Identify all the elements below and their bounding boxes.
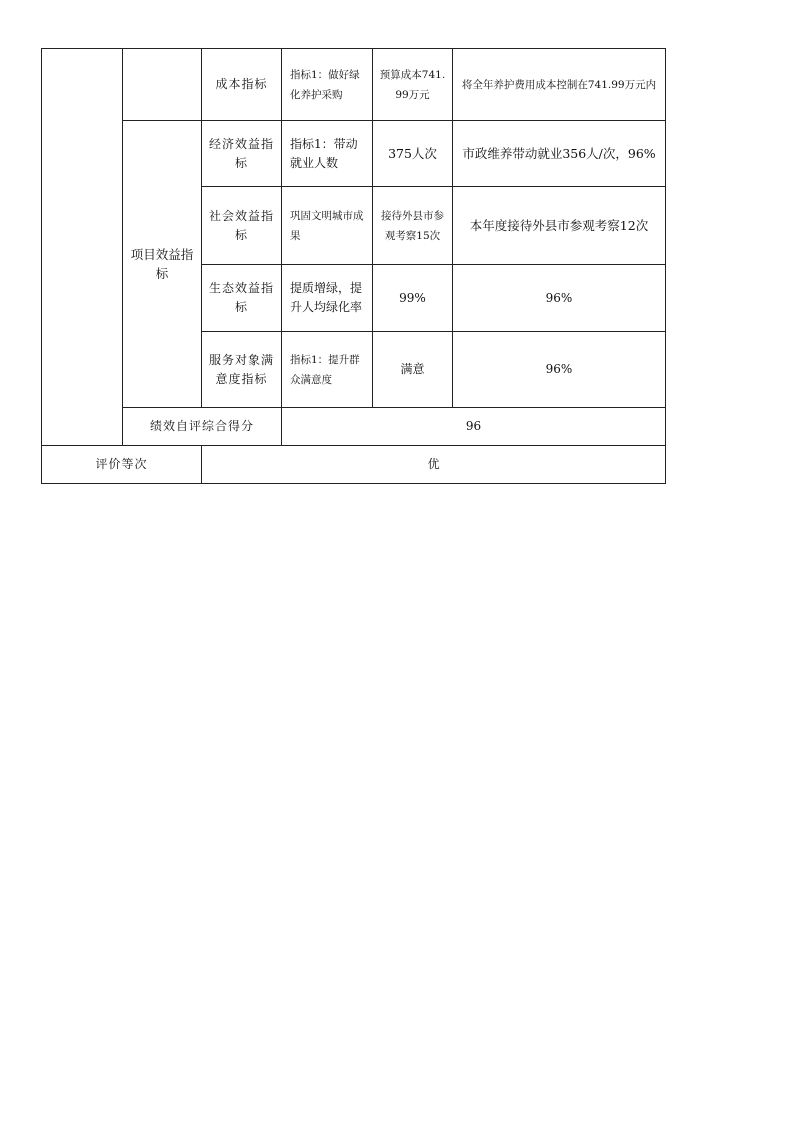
- ecological-indicator-detail: 提质增绿，提升人均绿化率: [282, 265, 373, 332]
- first-level-indicator-cell: [42, 49, 123, 446]
- economic-target-value: 375人次: [373, 121, 453, 187]
- service-indicator-name: 服务对象满意度指标: [202, 332, 282, 408]
- economic-indicator-name: 经济效益指标: [202, 121, 282, 187]
- table-row-cost: [42, 49, 666, 121]
- cost-indicator-detail: 指标1：做好绿化养护采购: [282, 49, 373, 121]
- benefit-group-label: 项目效益指标: [123, 121, 202, 408]
- economic-actual-value: 市政维养带动就业356人/次，96%: [453, 121, 666, 187]
- social-indicator-name: 社会效益指标: [202, 187, 282, 265]
- score-label: 绩效自评综合得分: [123, 408, 282, 446]
- social-actual-value: 本年度接待外县市参观考察12次: [453, 187, 666, 265]
- social-target-value: 接待外县市参观考察15次: [373, 187, 453, 265]
- service-target-value: 满意: [373, 332, 453, 408]
- grade-label: 评价等次: [42, 446, 202, 484]
- table-row-score: [42, 408, 666, 446]
- table-row-grade: [42, 446, 666, 484]
- economic-indicator-detail: 指标1：带动就业人数: [282, 121, 373, 187]
- score-value: 96: [282, 408, 666, 446]
- service-actual-value: 96%: [453, 332, 666, 408]
- service-indicator-detail: 指标1：提升群众满意度: [282, 332, 373, 408]
- cost-indicator-name: 成本指标: [202, 49, 282, 121]
- social-indicator-detail: 巩固文明城市成果: [282, 187, 373, 265]
- table-row-economic: [42, 121, 666, 187]
- ecological-target-value: 99%: [373, 265, 453, 332]
- cost-target-value: 预算成本741.99万元: [373, 49, 453, 121]
- second-level-indicator-cell-empty: [123, 49, 202, 121]
- performance-table: [41, 48, 666, 484]
- grade-value: 优: [202, 446, 666, 484]
- cost-actual-value: 将全年养护费用成本控制在741.99万元内: [453, 49, 666, 121]
- ecological-actual-value: 96%: [453, 265, 666, 332]
- ecological-indicator-name: 生态效益指标: [202, 265, 282, 332]
